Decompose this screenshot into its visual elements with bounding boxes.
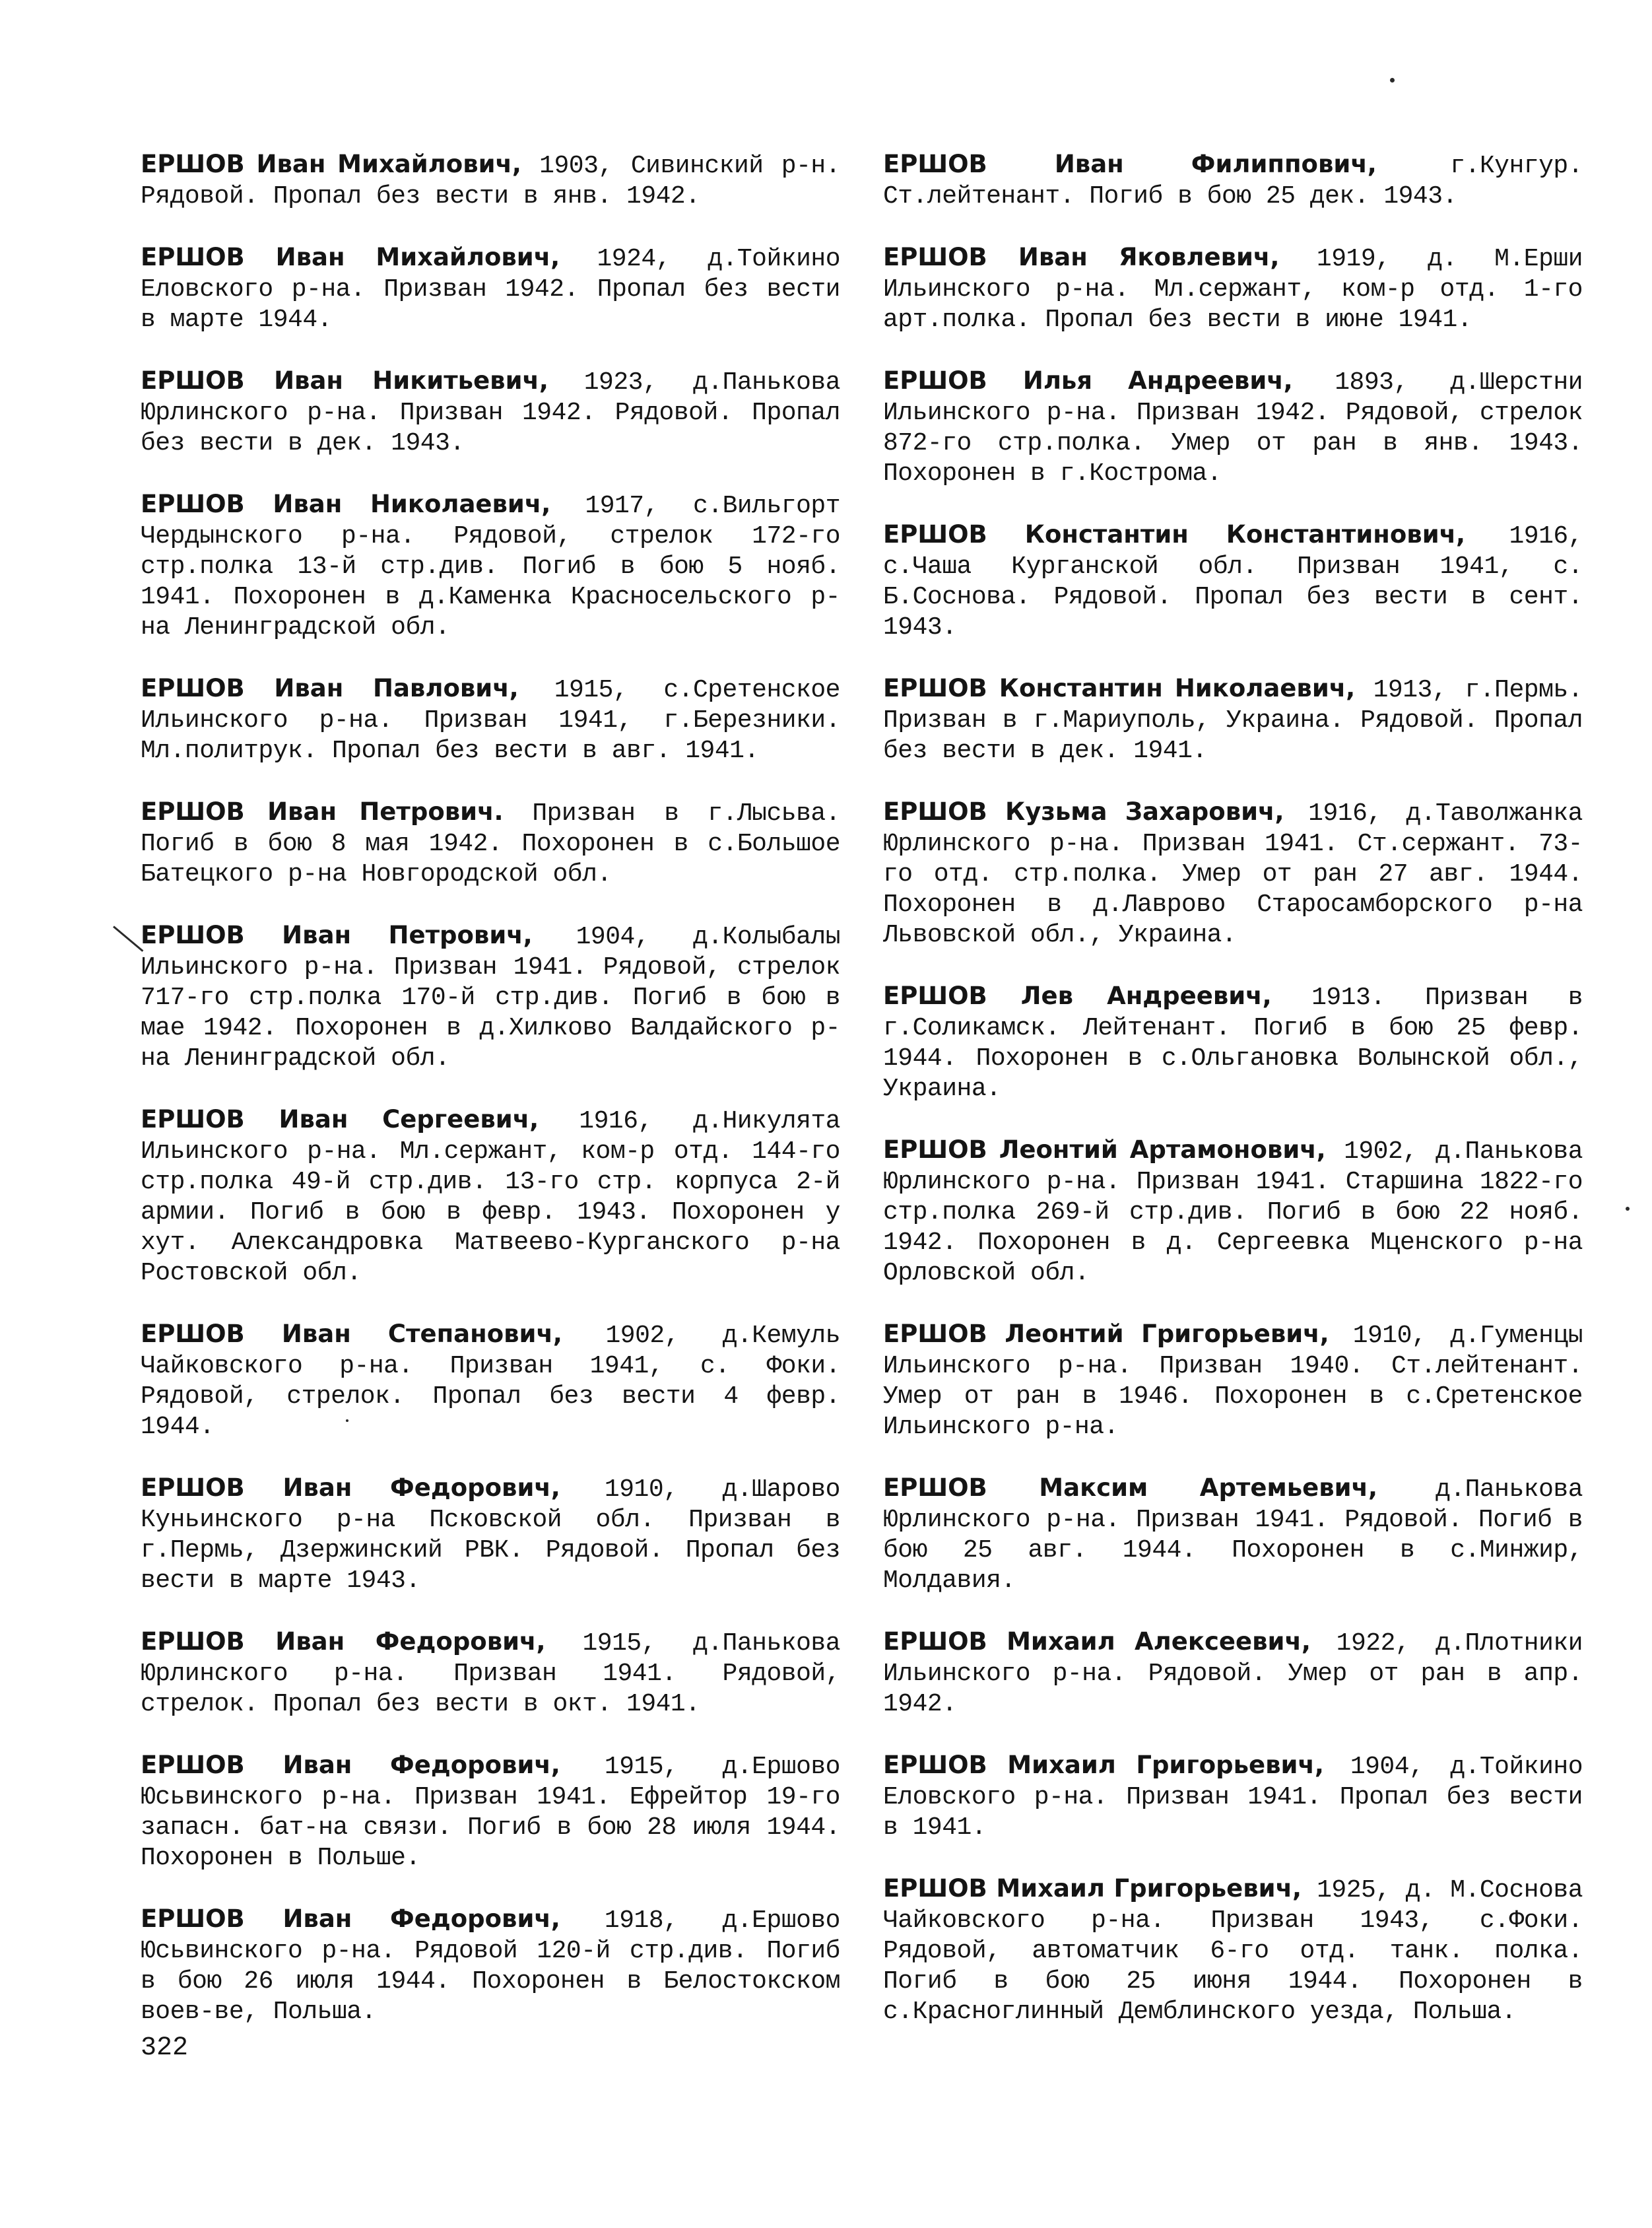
entry-name: ЕРШОВ Лев Андреевич, [883, 982, 1272, 1010]
entry-text: 1904, д.Тойкино Еловского р-на. Призван 1941. Пропал без вести в 1941. [883, 1753, 1583, 1842]
entry-name: ЕРШОВ Константин Константинович, [883, 520, 1466, 549]
entry [883, 149, 1583, 212]
entry-name: ЕРШОВ Максим Артемьевич, [883, 1473, 1378, 1502]
entry [141, 1904, 840, 2027]
entry-name: ЕРШОВ Иван Федорович, [141, 1627, 546, 1656]
entry [141, 489, 840, 643]
entry [141, 1319, 840, 1442]
entry [883, 242, 1583, 335]
entry-name: ЕРШОВ Иван Федорович, [141, 1905, 560, 1933]
entry-name: ЕРШОВ Иван Сергеевич, [141, 1105, 539, 1133]
entry-text: 1903, Сивинский р-н. Рядовой. Пропал без вести в янв. 1942. [141, 152, 840, 211]
entry-text: 1924, д.Тойкино Еловского р-на. Призван 1942. Пропал без вести в марте 1944. [141, 245, 841, 334]
entry-name: ЕРШОВ Иван Федорович, [141, 1751, 560, 1779]
entry-name: ЕРШОВ Михаил Григорьевич, [883, 1874, 1302, 1903]
entry [883, 366, 1583, 489]
entry [883, 981, 1583, 1104]
entry [141, 242, 840, 335]
entry-name: ЕРШОВ Иван Федорович, [141, 1473, 560, 1502]
entry [883, 1750, 1583, 1843]
entry-name: ЕРШОВ Кузьма Захарович, [883, 797, 1284, 826]
entry-name: ЕРШОВ Михаил Григорьевич, [883, 1751, 1324, 1779]
entry-text: 1923, д.Панькова Юрлинского р-на. Призван 1942. Рядовой. Пропал без вести в дек. 1943. [141, 368, 840, 457]
entry-name: ЕРШОВ Иван Николаевич, [141, 490, 551, 518]
entry-text: 1893, д.Шерстни Ильинского р-на. Призван 1942. Рядовой, стрелок 872-го стр.полка. Умер от ран в янв. 1943. Похоронен в г.Кострома. [883, 368, 1583, 488]
scan-speck [346, 1419, 348, 1422]
entry-name: ЕРШОВ Илья Андреевич, [883, 366, 1293, 395]
entry-text: 1915, д.Панькова Юрлинского р-на. Призван 1941. Рядовой, стрелок. Пропал без вести в окт. 1941. [141, 1629, 840, 1718]
entry-text: 1916, д.Таволжанка Юрлинского р-на. Призван 1941. Ст.сержант. 73-го отд. стр.полка. Умер от ран 27 авг. 1944. Похоронен в д.Лаврово Старосамборского р-на Львовской обл., Украина. [883, 799, 1583, 949]
scan-speck [1626, 1207, 1630, 1211]
page-number: 322 [141, 2033, 189, 2063]
entry-name: ЕРШОВ Иван Петрович, [141, 921, 533, 949]
entry-text: 1925, д. М.Соснова Чайковского р-на. Призван 1943, с.Фоки. Рядовой, автоматчик 6-го отд. танк. полка. Погиб в бою 25 июня 1944. Похоронен в с.Красноглинный Демблинского уезда, Польша. [883, 1876, 1583, 2026]
entry [141, 920, 840, 1074]
entry-name: ЕРШОВ Леонтий Григорьевич, [883, 1320, 1329, 1348]
entry-text: 1919, д. М.Ерши Ильинского р-на. Мл.сержант, ком-р отд. 1-го арт.полка. Пропал без вести в июне 1941. [883, 245, 1583, 334]
entry [883, 1473, 1583, 1596]
entry [883, 1874, 1583, 2027]
entry [141, 149, 840, 212]
entry-text: 1902, д.Панькова Юрлинского р-на. Призван 1941. Старшина 1822-го стр.полка 269-й стр.див. Погиб в бою 22 нояб. 1942. Похоронен в д. Сергеевка Мценского р-на Орловской обл. [883, 1137, 1583, 1287]
entry-text: 1917, с.Вильгорт Чердынского р-на. Рядовой, стрелок 172-го стр.полка 13-й стр.див. Погиб в бою 5 нояб. 1941. Похоронен в д.Каменка Красносельского р-на Ленинградской обл. [141, 492, 840, 642]
entry-text: 1916, с.Чаша Курганской обл. Призван 1941, с. Б.Соснова. Рядовой. Пропал без вести в сент. 1943. [883, 522, 1583, 642]
entry-name: ЕРШОВ Иван Михайлович, [141, 150, 521, 178]
entry [883, 673, 1583, 766]
margin-pen-mark [113, 926, 143, 952]
entry [883, 797, 1583, 951]
entry [883, 1319, 1583, 1442]
entry [141, 797, 840, 890]
entry-text: д.Панькова Юрлинского р-на. Призван 1941. Рядовой. Погиб в бою 25 авг. 1944. Похоронен в с.Минжир, Молдавия. [883, 1475, 1583, 1595]
entry-name: ЕРШОВ Иван Павлович, [141, 674, 519, 702]
entry-text: г.Кунгур. Ст.лейтенант. Погиб в бою 25 дек. 1943. [883, 152, 1583, 211]
entry-text: 1913. Призван в г.Соликамск. Лейтенант. Погиб в бою 25 февр. 1944. Похоронен в с.Ольгановка Волынской обл., Украина. [883, 984, 1583, 1103]
entry-text: 1915, д.Ершово Юсьвинского р-на. Призван 1941. Ефрейтор 19-го запасн. бат-на связи. Погиб в бою 28 июля 1944. Похоронен в Польше. [141, 1753, 840, 1872]
entry-text: Призван в г.Лысьва. Погиб в бою 8 мая 1942. Похоронен в с.Большое Батецкого р-на Новгородской обл. [141, 799, 841, 889]
entry-text: 1918, д.Ершово Юсьвинского р-на. Рядовой 120-й стр.див. Погиб в бою 26 июля 1944. Похоронен в Белостокском воев-ве, Польша. [141, 1907, 840, 2026]
scan-speck [1390, 78, 1395, 83]
entry-name: ЕРШОВ Иван Никитьевич, [141, 366, 548, 395]
right-column [883, 149, 1583, 2058]
entry-text: 1916, д.Никулята Ильинского р-на. Мл.сержант, ком-р отд. 144-го стр.полка 49-й стр.див. 13-го стр. корпуса 2-й армии. Погиб в бою в февр. 1943. Похоронен у хут. Александровка Матвеево-Курганского р-на Ростовской обл. [141, 1107, 840, 1287]
entry-name: ЕРШОВ Константин Николаевич, [883, 674, 1356, 702]
entry-name: ЕРШОВ Леонтий Артамонович, [883, 1135, 1326, 1164]
entry [883, 520, 1583, 643]
entry-name: ЕРШОВ Иван Филиппович, [883, 150, 1377, 178]
entry-text: 1904, д.Колыбалы Ильинского р-на. Призван 1941. Рядовой, стрелок 717-го стр.полка 170-й стр.див. Погиб в бою в мае 1942. Похоронен в д.Хилково Валдайского р-на Ленинградской обл. [141, 923, 840, 1073]
entry-text: 1913, г.Пермь. Призван в г.Мариуполь, Украина. Рядовой. Пропал без вести в дек. 1941. [883, 676, 1583, 765]
entry-text: 1902, д.Кемуль Чайковского р-на. Призван 1941, с. Фоки. Рядовой, стрелок. Пропал без вести 4 февр. 1944. [141, 1322, 840, 1441]
entry [141, 1473, 840, 1596]
entry [141, 1750, 840, 1874]
entry [141, 673, 840, 766]
entry [883, 1627, 1583, 1720]
left-column [141, 149, 840, 2058]
entry-text: 1910, д.Шарово Куньинского р-на Псковской обл. Призван в г.Пермь, Дзержинский РВК. Рядовой. Пропал без вести в марте 1943. [141, 1475, 840, 1595]
entry-name: ЕРШОВ Иван Петрович. [141, 797, 504, 826]
entry-text: 1915, с.Сретенское Ильинского р-на. Призван 1941, г.Березники. Мл.политрук. Пропал без вести в авг. 1941. [141, 676, 840, 765]
entry [141, 1104, 840, 1289]
entry-name: ЕРШОВ Иван Степанович, [141, 1320, 562, 1348]
entry [141, 1627, 840, 1720]
entry [883, 1135, 1583, 1289]
entry-text: 1910, д.Гуменцы Ильинского р-на. Призван 1940. Ст.лейтенант. Умер от ран в 1946. Похоронен в с.Сретенское Ильинского р-на. [883, 1322, 1583, 1441]
entry-text: 1922, д.Плотники Ильинского р-на. Рядовой. Умер от ран в апр. 1942. [883, 1629, 1583, 1718]
entry-name: ЕРШОВ Иван Яковлевич, [883, 243, 1280, 271]
entry-name: ЕРШОВ Иван Михайлович, [141, 243, 560, 271]
entry [141, 366, 840, 459]
entry-name: ЕРШОВ Михаил Алексеевич, [883, 1627, 1311, 1656]
